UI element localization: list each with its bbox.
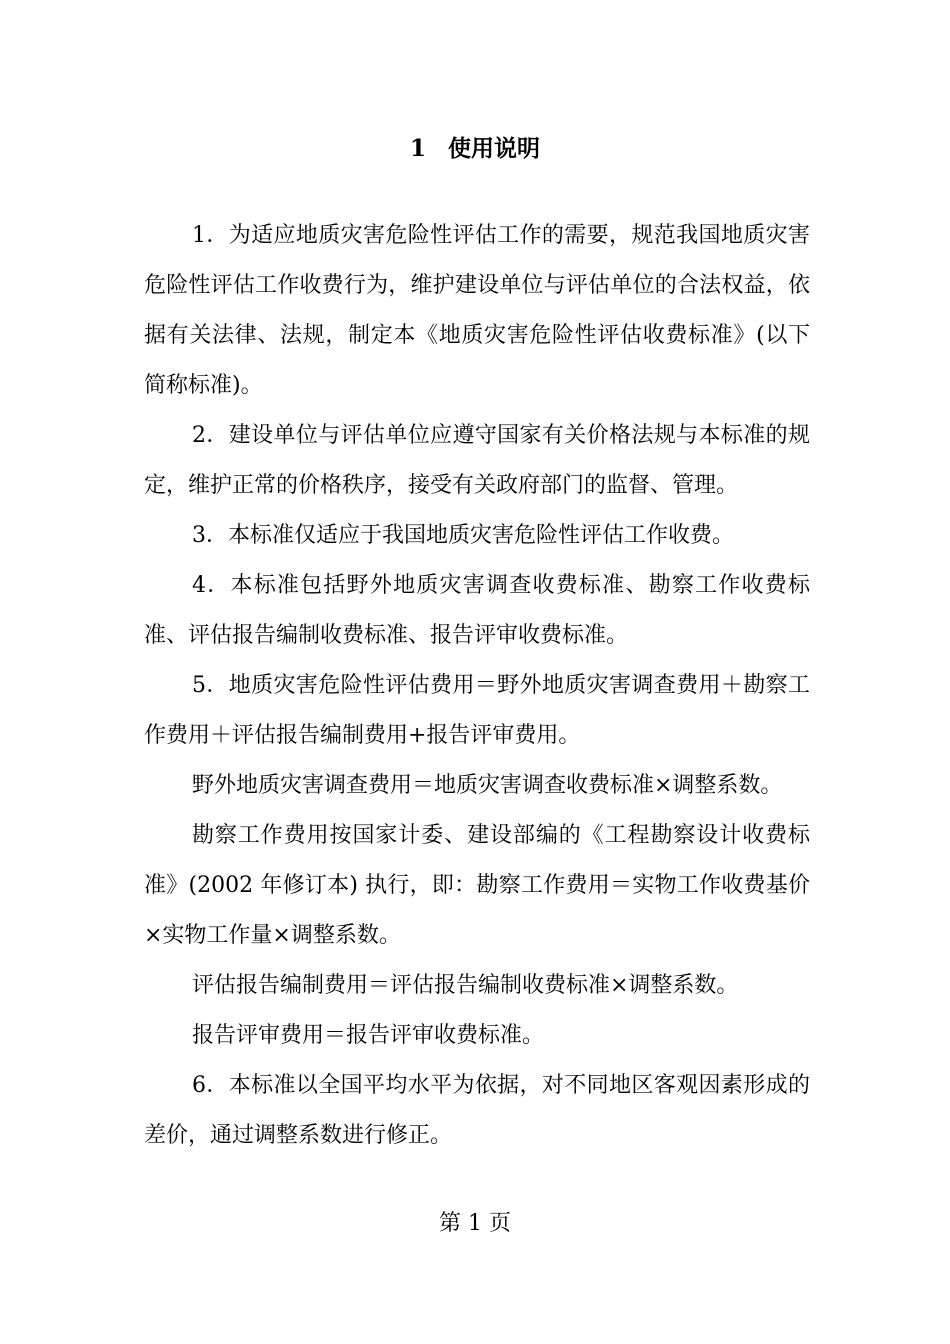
paragraph-exploration-cost: 勘察工作费用按国家计委、建设部编的《工程勘察设计收费标准》(2002 年修订本) 执行，即：勘察工作费用＝实物工作收费基价×实物工作量×调整系数。 [144,823,810,948]
paragraph-report-review-cost: 报告评审费用＝报告评审收费标准。 [192,1023,545,1048]
paragraph-4: 4．本标准包括野外地质灾害调查收费标准、勘察工作收费标准、评估报告编制收费标准、报告评审收费标准。 [144,573,810,648]
section-number: 1 [409,135,426,162]
document-body [144,211,810,1161]
paragraph-3: 3．本标准仅适应于我国地质灾害危险性评估工作收费。 [192,523,734,548]
paragraph-6: 6．本标准以全国平均水平为依据，对不同地区客观因素形成的差价，通过调整系数进行修正。 [144,1073,810,1148]
section-heading [0,133,950,165]
paragraph-report-compilation-cost: 评估报告编制费用＝评估报告编制收费标准×调整系数。 [192,973,739,998]
paragraph-2: 2．建设单位与评估单位应遵守国家有关价格法规与本标准的规定，维护正常的价格秩序，接受有关政府部门的监督、管理。 [144,423,810,498]
paragraph-1: 1．为适应地质灾害危险性评估工作的需要，规范我国地质灾害危险性评估工作收费行为，维护建设单位与评估单位的合法权益，依据有关法律、法规，制定本《地质灾害危险性评估收费标准》(以下简称标准)。 [144,223,810,398]
paragraph-5: 5．地质灾害危险性评估费用＝野外地质灾害调查费用＋勘察工作费用＋评估报告编制费用+报告评审费用。 [144,673,810,748]
section-title: 使用说明 [448,135,540,162]
paragraph-field-survey-cost: 野外地质灾害调查费用＝地质灾害调查收费标准×调整系数。 [192,773,783,798]
page-number: 第 1 页 [439,1211,511,1236]
